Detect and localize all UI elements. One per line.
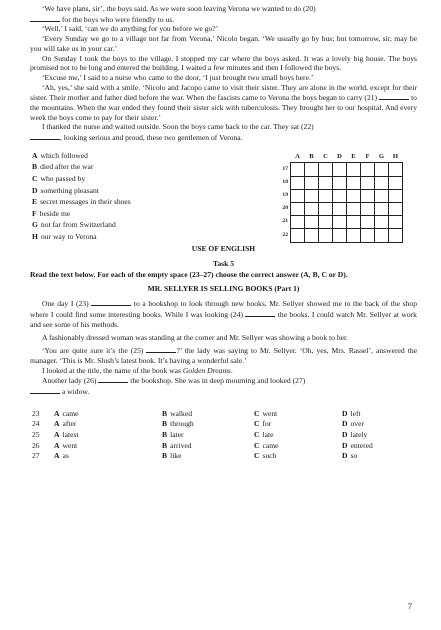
choice-b[interactable]: B like <box>162 451 182 461</box>
option-item: E secret messages in their shoes <box>32 197 131 207</box>
choice-b[interactable]: B later <box>162 429 184 439</box>
grid-col-header: B <box>309 152 314 160</box>
choice-d[interactable]: D entered <box>342 440 373 450</box>
choice-d[interactable]: D over <box>342 419 364 429</box>
book-title: Golden Dreams <box>182 365 231 375</box>
choice-a[interactable]: A latest <box>54 429 79 439</box>
answer-choices <box>30 409 417 462</box>
grid-row <box>274 216 403 229</box>
choice-c[interactable]: C such <box>254 451 277 461</box>
answer-blank-21 <box>379 92 409 100</box>
text-paragraph: Another lady (26) the bookshop. She was in deep mourning and looked (27) a widow. <box>30 375 417 396</box>
choice-c[interactable]: C came <box>254 440 279 450</box>
grid-col-header: G <box>378 152 385 160</box>
story-paragraph: ‘Excuse me,’ I said to a nurse who came to the door, ‘I just brought two small boys here.’ <box>42 72 314 82</box>
choice-d[interactable]: D so <box>342 451 358 461</box>
choice-c[interactable]: C for <box>254 419 272 429</box>
option-item: C who passed by <box>32 174 86 184</box>
options-and-grid <box>30 150 417 243</box>
choice-a[interactable]: A as <box>54 451 69 461</box>
question-number: 23 <box>32 408 40 418</box>
question-number: 26 <box>32 440 40 450</box>
option-item: D something pleasant <box>32 185 99 195</box>
choice-c[interactable]: C late <box>254 429 274 439</box>
grid-row <box>274 176 403 189</box>
grid-row-number: 19 <box>282 192 288 199</box>
options-list <box>30 150 131 243</box>
question-number: 24 <box>32 419 40 429</box>
grid-col-header: C <box>323 152 328 160</box>
answer-blank-26 <box>98 375 128 383</box>
grid-col-header: F <box>365 152 370 160</box>
task-instruction: Read the text below. For each of the empty space (23–27) choose the correct answer (A, B, C or D). <box>30 270 348 279</box>
grid-row-number: 22 <box>282 231 288 238</box>
grid-row-number: 17 <box>282 165 288 172</box>
text-paragraph: I looked at the title, the name of the book was Golden Dreams. <box>42 365 233 375</box>
answer-grid <box>274 151 403 243</box>
page-number: 7 <box>407 601 412 611</box>
task-subtitle: MR. SELLYER IS SELLING BOOKS (Part 1) <box>147 283 300 293</box>
grid-row <box>274 229 403 242</box>
grid-row <box>274 203 403 216</box>
grid-col-header: D <box>337 152 342 160</box>
grid-col-header: E <box>351 152 356 160</box>
story-paragraph: ‘Well,’ I said, ‘can we do anything for you before we go?’ <box>42 24 219 34</box>
option-item: G not far from Switzerland <box>32 220 116 230</box>
option-item: A which followed <box>32 150 88 160</box>
answer-blank-24 <box>245 309 275 317</box>
option-item: H our way to Verona <box>32 232 97 241</box>
choice-b[interactable]: B arrived <box>162 440 192 450</box>
answer-blank-27 <box>30 386 60 394</box>
choice-a[interactable]: A went <box>54 440 78 450</box>
answer-blank-23 <box>91 298 131 306</box>
choice-b[interactable]: B through <box>162 419 194 429</box>
grid-row <box>274 189 403 202</box>
task-title: Task 5 <box>212 259 235 269</box>
text-paragraph: A fashionably dressed woman was standing at the corner and Mr. Sellyer was showing a book to her. <box>42 332 349 342</box>
section-heading: USE OF ENGLISH <box>191 243 256 253</box>
answer-blank-22 <box>30 132 60 140</box>
story-paragraph: On Sunday I took the boys to the village. I stopped my car where the boys asked. It was a lovely big house. The boys promised not to be long and entered the building. I waited a few minutes and then I followed the boys. <box>30 53 417 73</box>
choice-b[interactable]: B walked <box>162 408 193 418</box>
story-paragraph: ‘We have plans, sir’, the boys said. As we were soon leaving Verona we wanted to do (20) for the boys who were friendly to us. <box>30 4 417 24</box>
choice-a[interactable]: A came <box>54 408 79 418</box>
text-paragraph: One day I (23) to a bookshop to look through new books. Mr. Sellyer showed me to the back of the shop where I could find some interesting books. While I was looking (24) the books, I could watch Mr. Sellyer at work and see some of his methods. <box>30 299 418 329</box>
grid-row <box>274 163 403 176</box>
option-item: F beside me <box>32 208 71 218</box>
grid-row-number: 21 <box>282 218 288 225</box>
story-paragraph: ‘Every Sunday we go to a village not far from Verona,’ Nicolo began. ‘We usually go by bus; but tomorrow, sir, may be you will take us in your car.’ <box>30 34 417 53</box>
story-paragraph: I thanked the nurse and waited outside. Soon the boys came back to the car. They sat (22) , looking serious and proud, these two gentlemen of Verona. <box>30 122 417 142</box>
choice-d[interactable]: D lately <box>342 429 368 439</box>
choice-a[interactable]: A after <box>54 419 77 429</box>
choice-c[interactable]: C went <box>254 408 278 418</box>
story-paragraph: ‘Ah, yes,’ she said with a smile. ‘Nicolo and Jacopo came to visit their sister. They are alone in the world, except for their sister. Their mother and father died before the war. When the fascists came to Verona the boys began to carry (21) to the mountains. When the war ended they found their sister sick with tuberculosis. They brought her to our hospital. And every week the boys come to pay for their sister.’ <box>30 82 417 122</box>
grid-col-header: A <box>295 152 300 160</box>
question-number: 25 <box>32 429 40 439</box>
grid-row-number: 20 <box>282 205 288 212</box>
text-paragraph: ‘You are quite sure it’s the (25) ?’ the lady was saying to Mr. Sellyer. ‘Oh, yes, Mrs. Rassel’, answered the manager. ‘This is Mr. Slush’s latest book. It’s having a wonderful sale.’ <box>30 346 417 365</box>
question-number: 27 <box>32 451 40 461</box>
grid-row-number: 18 <box>282 178 288 185</box>
grid-col-header: H <box>392 152 399 160</box>
answer-blank-25 <box>146 345 176 353</box>
option-item: B died after the war <box>32 162 94 172</box>
answer-blank-20 <box>30 14 60 22</box>
choice-d[interactable]: D left <box>342 408 361 418</box>
